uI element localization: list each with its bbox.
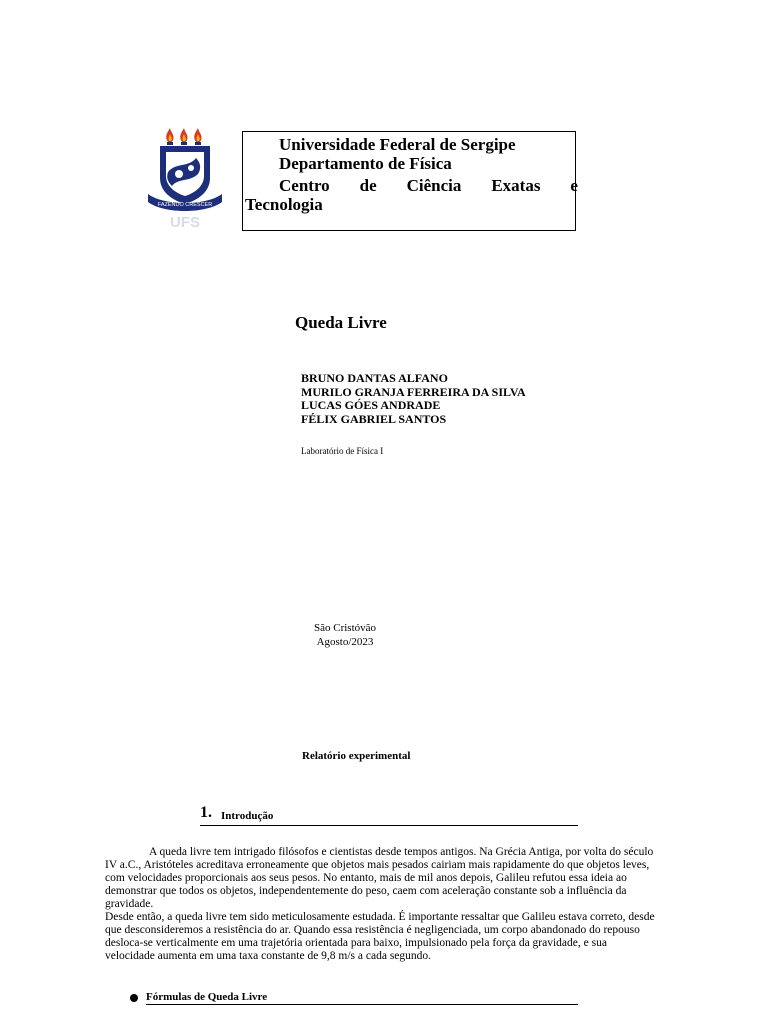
svg-text:FAZENDO CRESCER: FAZENDO CRESCER <box>157 202 213 208</box>
section-number: 1. <box>200 804 212 821</box>
svg-text:UFS: UFS <box>170 214 200 230</box>
author-list <box>301 372 526 426</box>
paragraph: A queda livre tem intrigado filósofos e cientistas desde tempos antigos. Na Grécia Antiga, por volta do século IV a.C., Aristóteles acreditava erroneamente que objetos mais pesados cairiam mais rapidamente do que objetos leves, com velocidades proporcionais aos seus pesos. No entanto, mais de mil anos depois, Galileu refutou essa ideia ao demonstrar que todos os objetos, independentemente do peso, caem com aceleração constante sob a influência da gravidade. <box>105 846 654 910</box>
center-word: Ciência <box>406 176 462 195</box>
city: São Cristóvão <box>313 622 377 634</box>
university-name: Universidade Federal de Sergipe <box>279 135 516 154</box>
bullet-icon <box>130 994 138 1002</box>
department-name: Departamento de Física <box>279 154 452 173</box>
report-title: Queda Livre <box>295 313 387 332</box>
center-word: Centro <box>279 176 330 195</box>
center-name-line1 <box>279 176 578 196</box>
institution-header <box>242 131 576 231</box>
author-name: FÉLIX GABRIEL SANTOS <box>301 411 447 426</box>
course-name: Laboratório de Física I <box>301 446 384 456</box>
center-word: de <box>359 176 377 195</box>
author-name: MURILO GRANJA FERREIRA DA SILVA <box>301 384 526 399</box>
section-heading-formulas <box>146 989 578 1005</box>
center-word: Exatas <box>491 176 541 195</box>
place-and-date <box>300 621 390 649</box>
author-name: BRUNO DANTAS ALFANO <box>301 371 448 385</box>
report-type: Relatório experimental <box>302 750 411 762</box>
introduction-body <box>105 846 657 963</box>
university-logo <box>146 128 224 230</box>
section-label: Introdução <box>221 810 274 822</box>
ufs-emblem-icon <box>146 128 224 230</box>
author-name: LUCAS GÓES ANDRADE <box>301 398 441 412</box>
center-word: e <box>570 176 578 195</box>
center-name-line2: Tecnologia <box>245 195 323 214</box>
section-heading-introduction <box>200 804 578 826</box>
date: Agosto/2023 <box>316 636 374 648</box>
paragraph: Desde então, a queda livre tem sido meticulosamente estudada. É importante ressaltar que Galileu estava correto, desde que desconsideremos a resistência do ar. Quando essa resistência é negligenciada, um corpo abandonado do repouso desloca-se verticalmente em uma trajetória orientada para baixo, impulsionado pela força da gravidade, e sua velocidade aumenta em uma taxa constante de 9,8 m/s a cada segundo. <box>105 911 655 962</box>
section-label: Fórmulas de Queda Livre <box>146 991 268 1003</box>
